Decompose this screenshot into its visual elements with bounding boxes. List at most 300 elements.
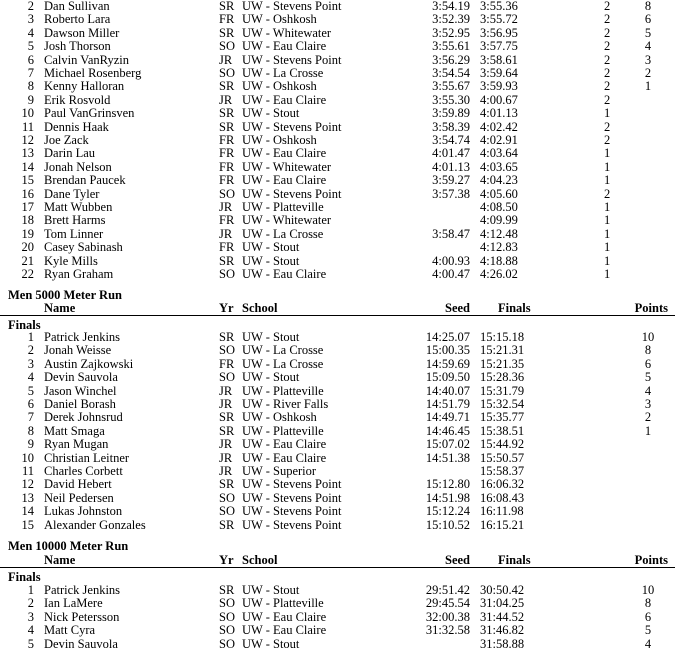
cell-heat: 2 — [604, 92, 611, 107]
header-finals: Finals — [498, 553, 531, 567]
cell-place: 3 — [27, 356, 34, 371]
cell-finals: 3:55.72 — [480, 12, 518, 27]
cell-seed: 29:51.42 — [425, 583, 470, 597]
result-row — [0, 344, 675, 357]
cell-school: UW - Whitewater — [242, 213, 332, 228]
cell-place: 10 — [21, 450, 34, 465]
cell-school: UW - Platteville — [242, 383, 324, 398]
cell-finals: 4:03.64 — [480, 146, 518, 161]
cell-heat: 1 — [604, 267, 611, 281]
cell-seed: 32:00.38 — [425, 609, 470, 624]
cell-seed: 3:52.95 — [432, 25, 470, 40]
cell-heat: 2 — [604, 39, 611, 54]
cell-seed: 3:55.30 — [432, 92, 470, 107]
result-row — [0, 255, 675, 268]
cell-place: 9 — [27, 92, 34, 107]
cell-place: 11 — [21, 464, 34, 478]
cell-yr: FR — [219, 146, 235, 161]
cell-yr: SR — [219, 25, 235, 40]
cell-name: Josh Thorson — [44, 39, 111, 54]
cell-seed: 15:10.52 — [425, 517, 470, 532]
cell-seed: 3:56.29 — [432, 52, 470, 67]
cell-seed: 3:55.67 — [432, 79, 470, 94]
result-row — [0, 0, 675, 13]
header-yr: Yr — [219, 301, 234, 315]
cell-yr: SO — [219, 623, 235, 638]
cell-name: Christian Leitner — [44, 450, 130, 465]
result-row — [0, 465, 675, 478]
cell-points: 10 — [641, 583, 655, 597]
result-row — [0, 134, 675, 147]
header-points: Points — [634, 301, 668, 315]
cell-heat: 2 — [604, 25, 611, 40]
result-row — [0, 385, 675, 398]
cell-school: UW - River Falls — [242, 397, 329, 411]
cell-name: Roberto Lara — [44, 12, 111, 27]
cell-finals: 4:12.48 — [480, 226, 518, 241]
cell-place: 5 — [27, 39, 34, 54]
cell-name: Darin Lau — [44, 146, 96, 161]
cell-school: UW - Eau Claire — [242, 39, 327, 54]
cell-yr: FR — [219, 173, 235, 188]
cell-heat: 1 — [604, 106, 611, 121]
result-row — [0, 80, 675, 93]
cell-yr: SR — [219, 410, 235, 425]
cell-yr: JR — [219, 226, 233, 241]
cell-school: UW - Eau Claire — [242, 173, 327, 188]
cell-name: Kyle Mills — [44, 253, 98, 268]
cell-finals: 4:05.60 — [480, 186, 518, 201]
cell-place: 18 — [21, 213, 34, 228]
cell-seed: 14:40.07 — [425, 383, 470, 398]
cell-points: 5 — [644, 25, 652, 40]
cell-name: Devin Sauvola — [44, 370, 118, 385]
result-row — [0, 241, 675, 254]
cell-name: Austin Zajkowski — [44, 356, 134, 371]
cell-yr: SR — [219, 79, 235, 94]
cell-place: 3 — [27, 609, 34, 624]
cell-place: 11 — [21, 119, 34, 134]
cell-name: David Hebert — [44, 477, 112, 492]
cell-place: 22 — [21, 267, 34, 281]
cell-school: UW - Oshkosh — [242, 133, 317, 147]
result-row — [0, 492, 675, 505]
cell-finals: 31:58.88 — [480, 636, 525, 651]
header-points: Points — [634, 553, 668, 567]
column-header-10000 — [0, 553, 675, 567]
cell-yr: FR — [219, 240, 235, 255]
result-row — [0, 638, 675, 651]
cell-place: 21 — [21, 253, 34, 268]
cell-name: Brett Harms — [44, 213, 106, 228]
cell-finals: 15:44.92 — [480, 437, 525, 452]
cell-place: 1 — [27, 330, 34, 344]
cell-name: Jason Winchel — [44, 383, 117, 398]
result-row — [0, 584, 675, 597]
cell-yr: SR — [219, 423, 235, 438]
cell-points: 3 — [644, 397, 652, 411]
cell-finals: 16:08.43 — [480, 490, 525, 505]
cell-heat: 1 — [604, 146, 611, 161]
cell-yr: JR — [219, 52, 233, 67]
cell-school: UW - Stevens Point — [242, 186, 342, 201]
cell-name: Dawson Miller — [44, 25, 120, 40]
cell-heat: 1 — [604, 226, 611, 241]
result-row — [0, 519, 675, 532]
cell-school: UW - La Crosse — [242, 66, 324, 80]
result-row — [0, 174, 675, 187]
cell-seed: 3:57.38 — [432, 186, 470, 201]
cell-place: 7 — [27, 410, 34, 425]
cell-school: UW - Stevens Point — [242, 0, 342, 13]
cell-seed: 3:58.47 — [432, 226, 470, 241]
cell-school: UW - La Crosse — [242, 356, 324, 371]
result-row — [0, 438, 675, 451]
cell-finals: 4:04.23 — [480, 173, 518, 188]
cell-finals: 3:57.75 — [480, 39, 518, 54]
event-title-5000: Men 5000 Meter Run — [8, 288, 122, 302]
cell-seed: 15:07.02 — [425, 437, 470, 452]
cell-place: 5 — [27, 636, 34, 651]
cell-yr: FR — [219, 133, 235, 147]
cell-finals: 3:58.61 — [480, 52, 518, 67]
cell-seed: 14:25.07 — [425, 330, 470, 344]
cell-name: Erik Rosvold — [44, 92, 111, 107]
result-row — [0, 331, 675, 344]
cell-finals: 3:56.95 — [480, 25, 518, 40]
cell-finals: 4:08.50 — [480, 200, 518, 214]
cell-school: UW - Platteville — [242, 200, 324, 214]
result-row — [0, 358, 675, 371]
cell-place: 15 — [21, 517, 34, 532]
cell-name: Kenny Halloran — [44, 79, 125, 94]
cell-place: 4 — [27, 25, 34, 40]
cell-name: Dan Sullivan — [44, 0, 110, 13]
cell-seed: 14:59.69 — [425, 356, 470, 371]
cell-heat: 2 — [604, 52, 611, 67]
cell-yr: SR — [219, 583, 235, 597]
cell-heat: 2 — [604, 186, 611, 201]
cell-finals: 4:01.13 — [480, 106, 518, 121]
result-row — [0, 147, 675, 160]
cell-seed: 15:12.80 — [425, 477, 470, 492]
cell-points: 1 — [644, 79, 652, 94]
cell-place: 2 — [27, 0, 34, 13]
cell-school: UW - Eau Claire — [242, 92, 327, 107]
cell-yr: JR — [219, 397, 233, 411]
cell-yr: FR — [219, 213, 235, 228]
cell-school: UW - Stevens Point — [242, 477, 342, 492]
cell-school: UW - Oshkosh — [242, 410, 317, 425]
cell-school: UW - Stevens Point — [242, 52, 342, 67]
cell-place: 20 — [21, 240, 34, 255]
header-name: Name — [44, 301, 76, 315]
result-row — [0, 121, 675, 134]
cell-seed: 4:00.47 — [432, 267, 470, 281]
cell-finals: 31:46.82 — [480, 623, 525, 638]
cell-finals: 15:35.77 — [480, 410, 525, 425]
cell-heat: 2 — [604, 12, 611, 27]
header-rule-5000 — [0, 315, 675, 316]
cell-name: Patrick Jenkins — [44, 330, 121, 344]
cell-place: 2 — [27, 343, 34, 358]
cell-finals: 4:02.42 — [480, 119, 518, 134]
cell-heat: 1 — [604, 213, 611, 228]
cell-place: 13 — [21, 146, 34, 161]
cell-name: Brendan Paucek — [44, 173, 126, 188]
cell-name: Neil Pedersen — [44, 490, 114, 505]
result-row — [0, 54, 675, 67]
result-row — [0, 268, 675, 281]
cell-name: Matt Smaga — [44, 423, 105, 438]
header-finals: Finals — [498, 301, 531, 315]
cell-yr: SO — [219, 636, 235, 651]
cell-seed: 4:01.13 — [432, 159, 470, 174]
cell-yr: SR — [219, 330, 235, 344]
cell-school: UW - Stevens Point — [242, 490, 342, 505]
cell-yr: SR — [219, 253, 235, 268]
result-row — [0, 597, 675, 610]
cell-place: 16 — [21, 186, 34, 201]
cell-place: 14 — [21, 504, 34, 519]
cell-place: 4 — [27, 623, 34, 638]
cell-yr: JR — [219, 92, 233, 107]
result-row — [0, 411, 675, 424]
cell-name: Dennis Haak — [44, 119, 109, 134]
column-header-5000 — [0, 301, 675, 315]
cell-place: 1 — [27, 583, 34, 597]
cell-school: UW - Eau Claire — [242, 437, 327, 452]
cell-yr: JR — [219, 450, 233, 465]
cell-yr: SO — [219, 504, 235, 519]
result-row — [0, 67, 675, 80]
cell-school: UW - La Crosse — [242, 343, 324, 358]
result-row — [0, 40, 675, 53]
cell-finals: 31:44.52 — [480, 609, 525, 624]
cell-seed: 14:51.79 — [425, 397, 470, 411]
cell-points: 3 — [644, 52, 652, 67]
result-row — [0, 107, 675, 120]
cell-yr: JR — [219, 437, 233, 452]
cell-school: UW - Stout — [242, 253, 300, 268]
cell-yr: SO — [219, 609, 235, 624]
cell-school: UW - Stout — [242, 370, 300, 385]
header-school: School — [242, 553, 278, 567]
cell-name: Dane Tyler — [44, 186, 100, 201]
cell-heat: 1 — [604, 173, 611, 188]
cell-finals: 15:15.18 — [480, 330, 525, 344]
cell-seed: 4:01.47 — [432, 146, 470, 161]
cell-finals: 31:04.25 — [480, 596, 525, 611]
cell-finals: 15:50.57 — [480, 450, 525, 465]
round-label-5000: Finals — [8, 318, 41, 332]
cell-yr: SR — [219, 106, 235, 121]
cell-name: Patrick Jenkins — [44, 583, 121, 597]
cell-finals: 4:00.67 — [480, 92, 518, 107]
cell-heat: 2 — [604, 66, 611, 80]
cell-heat: 1 — [604, 240, 611, 255]
cell-place: 10 — [21, 106, 34, 121]
cell-school: UW - Whitewater — [242, 25, 332, 40]
result-row — [0, 478, 675, 491]
cell-seed: 3:54.74 — [432, 133, 470, 147]
cell-points: 6 — [644, 356, 652, 371]
cell-name: Tom Linner — [44, 226, 104, 241]
cell-seed: 15:09.50 — [425, 370, 470, 385]
header-seed: Seed — [445, 553, 470, 567]
cell-place: 12 — [21, 477, 34, 492]
cell-yr: SO — [219, 267, 235, 281]
cell-finals: 4:18.88 — [480, 253, 518, 268]
cell-yr: SO — [219, 186, 235, 201]
cell-school: UW - La Crosse — [242, 226, 324, 241]
cell-name: Jonah Nelson — [44, 159, 112, 174]
cell-place: 12 — [21, 133, 34, 147]
cell-seed: 31:32.58 — [425, 623, 470, 638]
cell-points: 4 — [644, 39, 652, 54]
cell-name: Charles Corbett — [44, 464, 123, 478]
cell-place: 7 — [27, 66, 34, 80]
cell-school: UW - Platteville — [242, 423, 324, 438]
cell-place: 19 — [21, 226, 34, 241]
cell-seed: 3:55.61 — [432, 39, 470, 54]
cell-name: Devin Sauvola — [44, 636, 118, 651]
cell-name: Ryan Mugan — [44, 437, 109, 452]
cell-school: UW - Whitewater — [242, 159, 332, 174]
header-seed: Seed — [445, 301, 470, 315]
cell-finals: 16:11.98 — [480, 504, 524, 519]
cell-yr: SR — [219, 0, 235, 13]
result-row — [0, 425, 675, 438]
cell-name: Lukas Johnston — [44, 504, 123, 519]
cell-heat: 2 — [604, 119, 611, 134]
cell-heat: 1 — [604, 200, 611, 214]
cell-heat: 2 — [604, 0, 611, 13]
cell-yr: JR — [219, 383, 233, 398]
cell-seed: 3:52.39 — [432, 12, 470, 27]
cell-school: UW - Stevens Point — [242, 517, 342, 532]
cell-name: Derek Johnsrud — [44, 410, 123, 425]
cell-seed: 29:45.54 — [425, 596, 470, 611]
result-row — [0, 214, 675, 227]
cell-points: 8 — [644, 343, 652, 358]
cell-name: Ian LaMere — [44, 596, 103, 611]
result-row — [0, 13, 675, 26]
cell-finals: 3:59.64 — [480, 66, 518, 80]
cell-finals: 15:58.37 — [480, 464, 525, 478]
cell-points: 1 — [644, 423, 652, 438]
cell-place: 9 — [27, 437, 34, 452]
cell-school: UW - Stout — [242, 106, 300, 121]
cell-yr: SR — [219, 119, 235, 134]
cell-finals: 4:09.99 — [480, 213, 518, 228]
cell-place: 5 — [27, 383, 34, 398]
result-row — [0, 161, 675, 174]
cell-points: 2 — [644, 410, 652, 425]
cell-school: UW - Superior — [242, 464, 317, 478]
cell-school: UW - Stevens Point — [242, 504, 342, 519]
cell-school: UW - Stout — [242, 330, 300, 344]
cell-yr: SO — [219, 66, 235, 80]
cell-seed: 14:49.71 — [425, 410, 470, 425]
cell-yr: JR — [219, 200, 233, 214]
cell-heat: 1 — [604, 159, 611, 174]
cell-name: Matt Wubben — [44, 200, 113, 214]
cell-finals: 15:32.54 — [480, 397, 525, 411]
header-name: Name — [44, 553, 76, 567]
result-row — [0, 228, 675, 241]
cell-seed: 3:59.89 — [432, 106, 470, 121]
header-yr: Yr — [219, 553, 234, 567]
cell-school: UW - Eau Claire — [242, 609, 327, 624]
cell-place: 13 — [21, 490, 34, 505]
result-row — [0, 188, 675, 201]
result-row — [0, 505, 675, 518]
cell-seed: 14:51.38 — [425, 450, 470, 465]
cell-seed: 3:54.19 — [432, 0, 470, 13]
cell-place: 4 — [27, 370, 34, 385]
cell-heat: 2 — [604, 79, 611, 94]
result-row — [0, 371, 675, 384]
cell-finals: 15:31.79 — [480, 383, 525, 398]
cell-name: Paul VanGrinsven — [44, 106, 135, 121]
result-row — [0, 452, 675, 465]
cell-seed: 15:12.24 — [425, 504, 470, 519]
cell-finals: 15:21.31 — [480, 343, 525, 358]
cell-points: 4 — [644, 383, 652, 398]
cell-school: UW - Stout — [242, 583, 300, 597]
cell-yr: SO — [219, 343, 235, 358]
cell-yr: SO — [219, 370, 235, 385]
cell-points: 6 — [644, 12, 652, 27]
cell-name: Calvin VanRyzin — [44, 52, 130, 67]
cell-finals: 4:03.65 — [480, 159, 518, 174]
cell-finals: 15:38.51 — [480, 423, 525, 438]
cell-finals: 4:02.91 — [480, 133, 518, 147]
cell-yr: SR — [219, 517, 235, 532]
cell-finals: 30:50.42 — [480, 583, 525, 597]
cell-seed: 4:00.93 — [432, 253, 470, 268]
cell-finals: 4:26.02 — [480, 267, 518, 281]
cell-seed: 3:54.54 — [432, 66, 470, 80]
cell-finals: 3:55.36 — [480, 0, 518, 13]
cell-name: Jonah Weisse — [44, 343, 112, 358]
cell-points: 5 — [644, 623, 652, 638]
cell-place: 8 — [27, 423, 34, 438]
cell-school: UW - Eau Claire — [242, 146, 327, 161]
cell-points: 8 — [644, 0, 652, 13]
cell-name: Joe Zack — [44, 133, 89, 147]
header-rule-10000 — [0, 567, 675, 568]
cell-school: UW - Eau Claire — [242, 623, 327, 638]
cell-seed: 14:51.98 — [425, 490, 470, 505]
cell-name: Daniel Borash — [44, 397, 116, 411]
cell-name: Ryan Graham — [44, 267, 114, 281]
cell-finals: 16:06.32 — [480, 477, 525, 492]
cell-school: UW - Stout — [242, 240, 300, 255]
cell-place: 8 — [27, 79, 34, 94]
result-row — [0, 94, 675, 107]
result-row — [0, 624, 675, 637]
cell-place: 15 — [21, 173, 34, 188]
cell-place: 6 — [27, 397, 34, 411]
cell-heat: 2 — [604, 133, 611, 147]
cell-yr: SO — [219, 490, 235, 505]
cell-finals: 15:28.36 — [480, 370, 525, 385]
cell-points: 2 — [644, 66, 652, 80]
result-row — [0, 27, 675, 40]
cell-place: 14 — [21, 159, 34, 174]
